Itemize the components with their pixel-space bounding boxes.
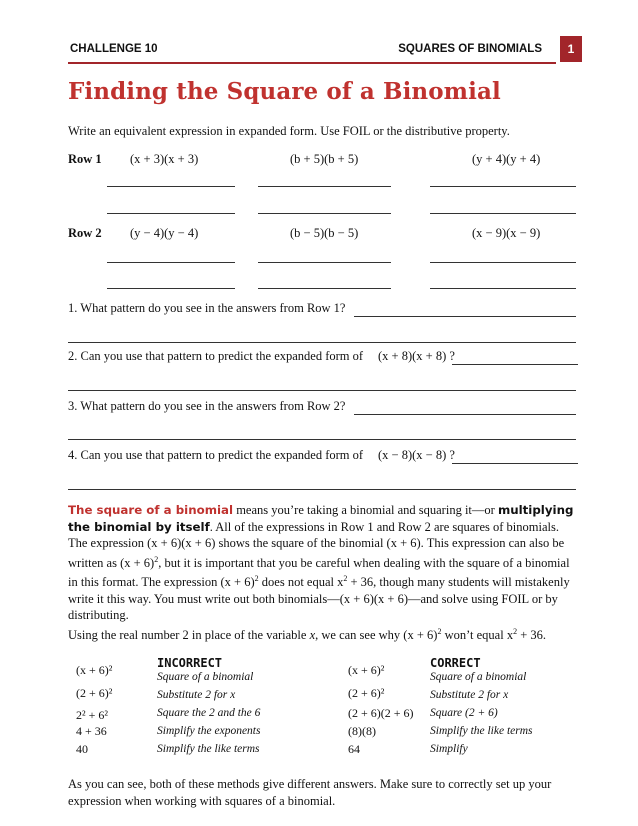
answer-blank[interactable] (430, 262, 576, 263)
correct-note: Simplify the like terms (430, 725, 533, 737)
correct-step: 64 (348, 742, 360, 756)
answer-blank[interactable] (107, 288, 235, 289)
answer-blank[interactable] (258, 186, 391, 187)
answer-line[interactable] (354, 414, 576, 415)
incorrect-note: Simplify the like terms (157, 743, 260, 755)
intro-text: + 36. (517, 628, 547, 643)
question-2: 2. Can you use that pattern to predict the expanded form of (68, 349, 364, 363)
question-2-expr: (x + 8)(x + 8) ? (378, 349, 455, 363)
closing-paragraph: As you can see, both of these methods give different answers. Make sure to correctly set up your expression when working with squares of a binomial. (68, 777, 552, 808)
exponent: 2 (154, 554, 159, 564)
answer-blank[interactable] (107, 186, 235, 187)
answer-blank[interactable] (258, 288, 391, 289)
correct-heading: CORRECT (430, 656, 481, 670)
row-2-label: Row 2 (68, 226, 102, 240)
exponent: 2 (437, 627, 442, 636)
emphasis-text: multiplying the binomial by itself (68, 503, 574, 534)
answer-blank[interactable] (430, 186, 576, 187)
explanation-text: + 36, though many students will mistakenly write it this way. You must write out both binomials—(x + 6)(x + 6)—and solve using FOIL or by distributing. (68, 575, 570, 623)
intro-text: won’t equal x (441, 628, 514, 643)
answer-line[interactable] (68, 342, 576, 343)
row-2-expr-1: (y − 4)(y − 4) (130, 226, 199, 240)
exponent: 2 (513, 627, 518, 636)
question-3: 3. What pattern do you see in the answers from Row 2? (68, 399, 346, 413)
page-title: Finding the Square of a Binomial (68, 78, 501, 105)
incorrect-step: 40 (76, 742, 88, 756)
row-1-expr-3: (y + 4)(y + 4) (472, 152, 541, 166)
correct-note: Simplify (430, 743, 468, 755)
incorrect-step: (x + 6)² (76, 663, 113, 677)
correct-note: Square of a binomial (430, 671, 527, 683)
row-1-label: Row 1 (68, 152, 102, 166)
exponent: 2 (343, 574, 348, 584)
intro-text: Using the real number 2 in place of the variable (68, 628, 310, 643)
incorrect-note: Square the 2 and the 6 (157, 707, 261, 719)
question-4: 4. Can you use that pattern to predict the expanded form of (68, 448, 364, 462)
question-1: 1. What pattern do you see in the answers from Row 1? (68, 301, 346, 315)
answer-line[interactable] (68, 390, 576, 391)
explanation-text: means you’re taking a binomial and squaring it—or (233, 503, 498, 517)
answer-blank[interactable] (258, 262, 391, 263)
explanation-paragraph (68, 502, 578, 624)
page-number: 1 (560, 36, 582, 62)
answer-line[interactable] (68, 489, 576, 490)
row-1-expr-2: (b + 5)(b + 5) (290, 152, 359, 166)
answer-line[interactable] (354, 316, 576, 317)
exponent: 2 (254, 574, 259, 584)
incorrect-note: Simplify the exponents (157, 725, 261, 737)
correct-note: Square (2 + 6) (430, 707, 498, 719)
substitution-intro (68, 627, 546, 643)
answer-line[interactable] (452, 364, 578, 365)
incorrect-note: Square of a binomial (157, 671, 254, 683)
correct-step: (2 + 6)² (348, 686, 385, 700)
variable: x (309, 628, 316, 643)
answer-blank[interactable] (107, 262, 235, 263)
header-topic: SQUARES OF BINOMIALS (398, 43, 542, 55)
row-2-expr-2: (b − 5)(b − 5) (290, 226, 359, 240)
answer-blank[interactable] (258, 213, 391, 214)
answer-blank[interactable] (430, 288, 576, 289)
answer-line[interactable] (68, 439, 576, 440)
incorrect-heading: INCORRECT (157, 656, 223, 670)
incorrect-step: (2 + 6)² (76, 686, 113, 700)
correct-step: (2 + 6)(2 + 6) (348, 706, 414, 720)
explanation-text: , but it is important that you be careful when dealing with the square of a binomial in this format. The expression (x + 6) (68, 555, 570, 590)
answer-blank[interactable] (430, 213, 576, 214)
header-challenge: CHALLENGE 10 (70, 43, 158, 55)
correct-step: (x + 6)² (348, 663, 385, 677)
explanation-text: does not equal x (258, 575, 344, 590)
question-4-expr: (x − 8)(x − 8) ? (378, 448, 455, 462)
incorrect-step: 4 + 36 (76, 724, 107, 738)
incorrect-note: Substitute 2 for x (157, 689, 236, 701)
incorrect-step: 2² + 6² (76, 708, 108, 722)
instructions: Write an equivalent expression in expanded form. Use FOIL or the distributive property. (68, 124, 510, 138)
correct-step: (8)(8) (348, 724, 376, 738)
answer-line[interactable] (452, 463, 578, 464)
key-term: The square of a binomial (68, 503, 234, 517)
answer-blank[interactable] (107, 213, 235, 214)
row-2-expr-3: (x − 9)(x − 9) (472, 226, 541, 240)
page-header (68, 36, 575, 64)
correct-note: Substitute 2 for x (430, 689, 509, 701)
explanation-text: . All of the expressions in Row 1 and Row 2 are squares of binomials. The expression (x + 6)(x + 6) shows the square of the binomial (x + 6). This expression can also be written as (x + 6) (68, 519, 565, 570)
row-1-expr-1: (x + 3)(x + 3) (130, 152, 199, 166)
intro-text: , we can see why (x + 6) (315, 628, 438, 643)
